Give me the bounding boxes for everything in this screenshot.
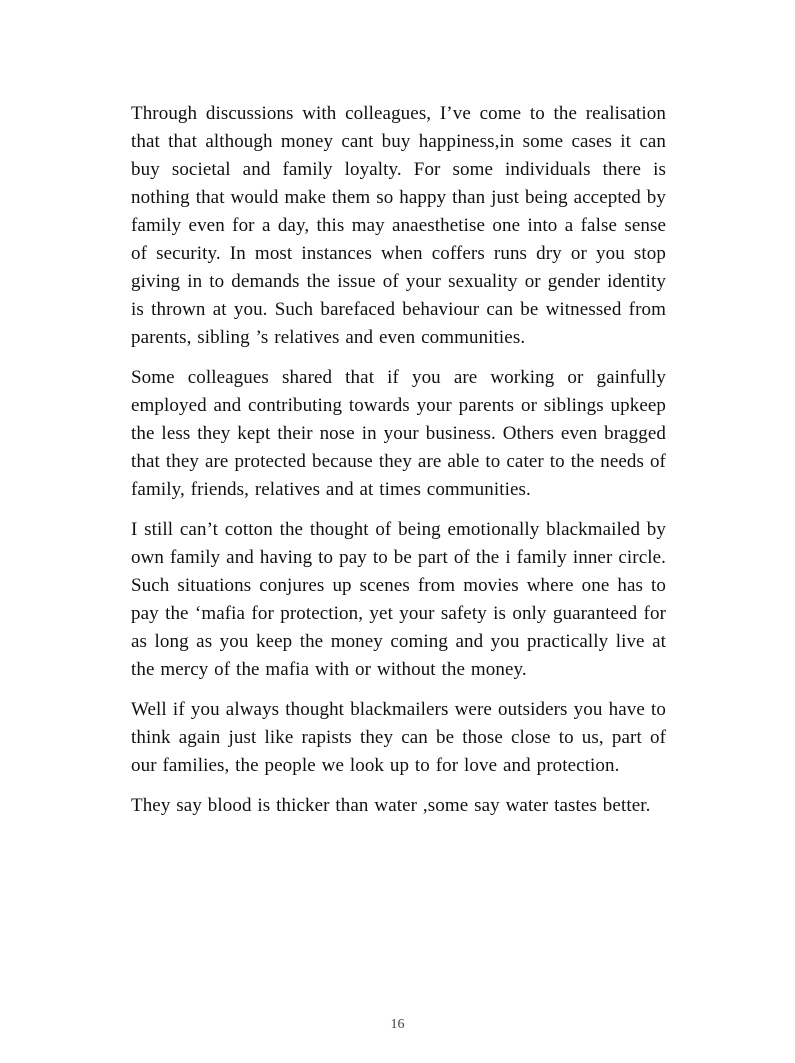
text-body: [131, 100, 666, 832]
page-number: 16: [390, 1017, 405, 1032]
paragraph: Through discussions with colleagues, I’ve come to the realisation that that although money cant buy happiness,in some cases it can buy societal and family loyalty. For some individuals there is nothing that would make them so happy than just being accepted by family even for a day, this may anaesthetise one into a false sense of security. In most instances when coffers runs dry or you stop giving in to demands the issue of your sexuality or gender identity is thrown at you. Such barefaced behaviour can be witnessed from parents, sibling ’s relatives and even communities.: [131, 103, 666, 348]
paragraph: I still can’t cotton the thought of being emotionally blackmailed by own family and having to pay to be part of the i family inner circle. Such situations conjures up scenes from movies where one has to pay the ‘mafia for protection, yet your safety is only guaranteed for as long as you keep the money coming and you practically live at the mercy of the mafia with or without the money.: [131, 519, 666, 680]
paragraph: Some colleagues shared that if you are working or gainfully employed and contributing towards your parents or siblings upkeep the less they kept their nose in your business. Others even bragged that they are protected because they are able to cater to the needs of family, friends, relatives and at times communities.: [131, 367, 666, 500]
paragraph: They say blood is thicker than water ,some say water tastes better.: [131, 795, 651, 816]
paragraph: Well if you always thought blackmailers were outsiders you have to think again just like rapists they can be those close to us, part of our families, the people we look up to for love and protection.: [131, 699, 666, 776]
